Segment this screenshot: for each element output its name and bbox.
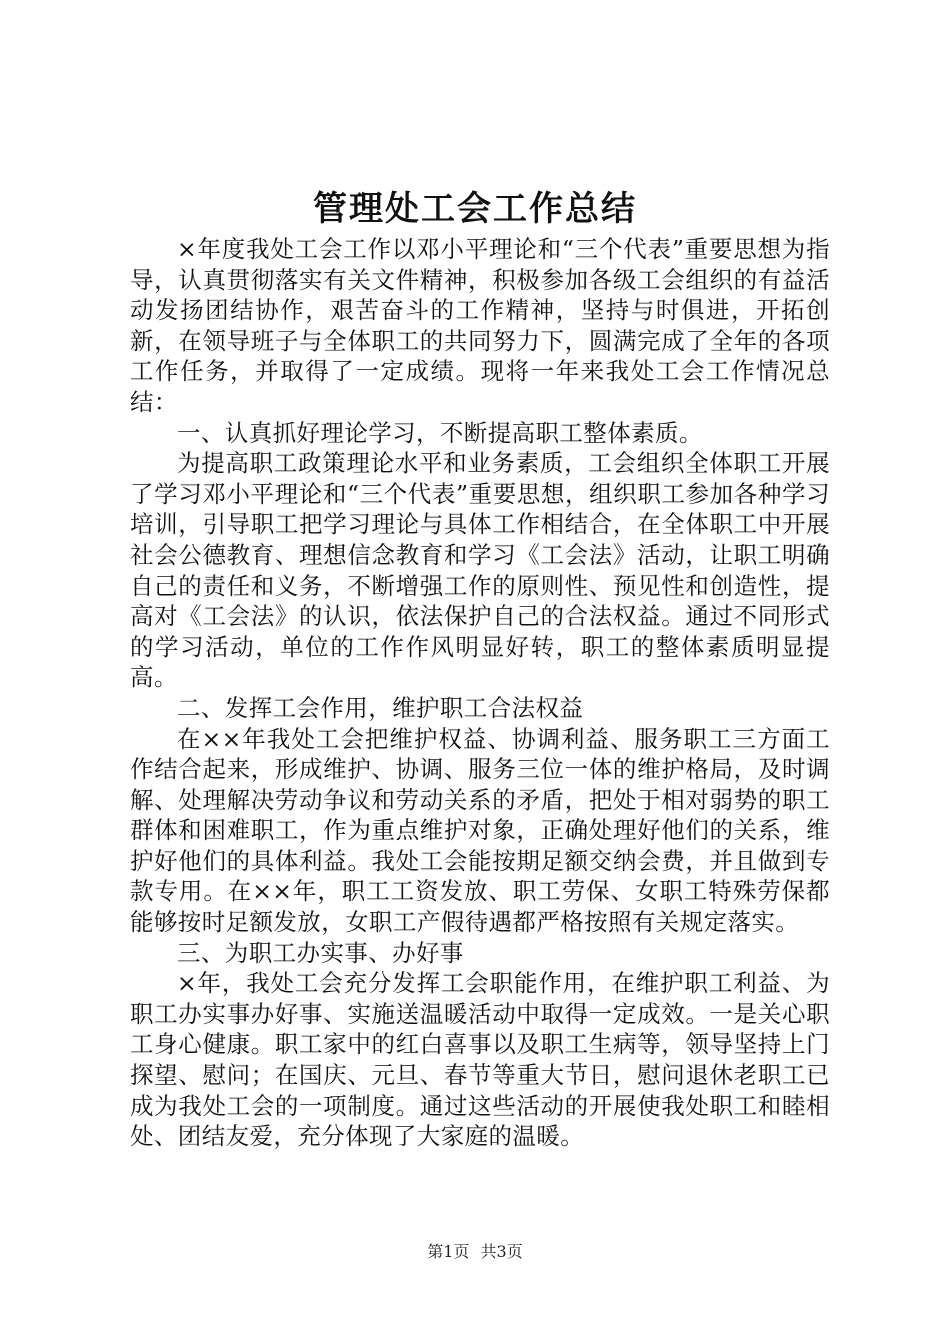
section-heading-1: 一、认真抓好理论学习，不断提高职工整体素质。 xyxy=(177,418,703,447)
page-total: 共3页 xyxy=(480,1242,523,1261)
intro-paragraph: ×年度我处工会工作以邓小平理论和“三个代表”重要思想为指导，认真贯彻落实有关文件精神，积极参加各级工会组织的有益活动发扬团结协作，艰苦奋斗的工作精神，坚持与时俱进，开拓创新，在领导班子与全体职工的共同努力下，圆满完成了全年的各项工作任务，并取得了一定成绩。现将一年来我处工会工作情况总结： xyxy=(130,235,830,416)
section-1-paragraph: 为提高职工政策理论水平和业务素质，工会组织全体职工开展了学习邓小平理论和“三个代表”重要思想，组织职工参加各种学习培训，引导职工把学习理论与具体工作相结合，在全体职工中开展社会公德教育、理想信念教育和学习《工会法》活动，让职工明确自己的责任和义务，不断增强工作的原则性、预见性和创造性，提高对《工会法》的认识，依法保护自己的合法权益。通过不同形式的学习活动，单位的工作作风明显好转，职工的整体素质明显提高。 xyxy=(130,449,830,692)
section-3-paragraph: ×年，我处工会充分发挥工会职能作用，在维护职工利益、为职工办实事办好事、实施送温暖活动中取得一定成效。一是关心职工身心健康。职工家中的红白喜事以及职工生病等，领导坚持上门探望、慰问；在国庆、元旦、春节等重大节日，慰问退休老职工已成为我处工会的一项制度。通过这些活动的开展使我处职工和睦相处、团结友爱，充分体现了大家庭的温暖。 xyxy=(130,969,830,1151)
document-title: 管理处工会工作总结 xyxy=(313,189,637,229)
document-body xyxy=(130,234,830,1152)
section-heading-2: 二、发挥工会作用，维护职工合法权益 xyxy=(177,693,584,722)
page-footer xyxy=(0,1241,950,1263)
section-2-paragraph: 在××年我处工会把维护权益、协调利益、服务职工三方面工作结合起来，形成维护、协调、服务三位一体的维护格局，及时调解、处理解决劳动争议和劳动关系的矛盾，把处于相对弱势的职工群体和困难职工，作为重点维护对象，正确处理好他们的关系，维护好他们的具体利益。我处工会能按期足额交纳会费，并且做到专款专用。在××年，职工工资发放、职工劳保、女职工特殊劳保都能够按时足额发放，女职工产假待遇都严格按照有关规定落实。 xyxy=(130,724,830,937)
section-heading-3: 三、为职工办实事、办好事 xyxy=(177,938,464,967)
page-number: 第1页 xyxy=(427,1242,470,1261)
